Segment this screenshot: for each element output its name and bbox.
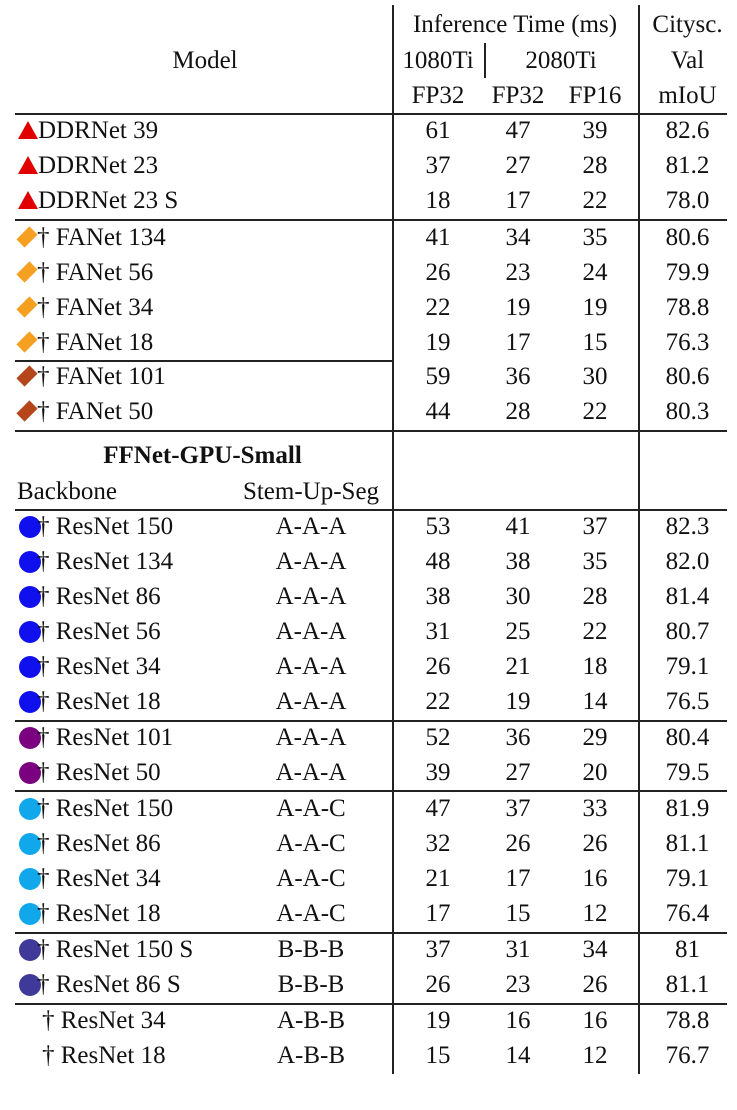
value-t1080: 17 [425,900,451,927]
value-t2080fp16: 19 [582,294,608,321]
value-miou: 76.5 [665,688,710,715]
value-miou: 79.5 [665,759,710,786]
value-t2080fp32: 31 [505,936,531,963]
value-t1080: 19 [425,329,451,356]
value-t1080: 19 [425,1007,451,1034]
value-t2080fp32: 14 [505,1042,531,1069]
value-miou: 78.8 [665,1007,710,1034]
value-t2080fp32: 17 [505,329,531,356]
stem-up-seg: A-A-C [276,795,346,822]
value-t2080fp32: 27 [505,152,531,179]
model-name: † ResNet 18 [37,900,161,927]
value-t2080fp16: 30 [582,363,608,390]
rule-vertical-gpu [484,43,486,78]
stem-up-seg: A-A-A [275,759,347,786]
value-t1080: 39 [425,759,451,786]
value-miou: 78.8 [665,294,710,321]
header-fp32-1080: FP32 [411,82,465,109]
model-name: † ResNet 150 [37,795,174,822]
model-name: † ResNet 150 S [37,936,194,963]
stem-up-seg: A-A-C [276,865,346,892]
model-name: † FANet 34 [37,294,154,321]
value-t2080fp16: 28 [582,152,608,179]
value-t1080: 32 [425,830,451,857]
value-t2080fp32: 36 [505,724,531,751]
value-miou: 80.6 [665,363,710,390]
model-name: † ResNet 101 [37,724,174,751]
value-t2080fp16: 16 [582,1007,608,1034]
rule-section2-header [15,509,727,511]
value-t2080fp16: 18 [582,653,608,680]
stem-up-seg: A-A-A [275,513,347,540]
model-name: DDRNet 39 [38,117,159,144]
section-title: FFNet-GPU-Small [103,442,302,469]
rule-group-resnet-blue [15,720,727,722]
value-t2080fp16: 22 [582,398,608,425]
diamond-marker-icon [16,331,37,352]
value-miou: 82.6 [665,117,710,144]
value-t2080fp32: 34 [505,224,531,251]
value-t2080fp16: 14 [582,688,608,715]
value-t2080fp16: 37 [582,513,608,540]
value-t2080fp32: 25 [505,618,531,645]
value-t2080fp32: 38 [505,548,531,575]
stem-up-seg: A-A-A [275,724,347,751]
value-t1080: 52 [425,724,451,751]
value-miou: 80.6 [665,224,710,251]
value-t2080fp16: 24 [582,259,608,286]
value-miou: 82.0 [665,548,710,575]
value-miou: 79.9 [665,259,710,286]
value-miou: 81.1 [665,830,710,857]
rule-vertical-miou [638,5,640,1074]
value-t1080: 18 [425,187,451,214]
model-name: † FANet 134 [37,224,166,251]
diamond-marker-icon [16,261,37,282]
value-t1080: 47 [425,795,451,822]
value-t2080fp16: 28 [582,583,608,610]
value-t2080fp32: 27 [505,759,531,786]
value-miou: 80.3 [665,398,710,425]
value-t1080: 21 [425,865,451,892]
model-name: † ResNet 56 [37,618,161,645]
value-miou: 81.4 [665,583,710,610]
value-t2080fp16: 12 [582,1042,608,1069]
value-miou: 76.4 [665,900,710,927]
diamond-marker-icon [16,296,37,317]
header-val: Val [670,47,705,74]
value-miou: 81 [675,936,700,963]
rule-section-fanet [15,430,727,432]
value-t1080: 22 [425,688,451,715]
header-citysc: Citysc. [652,11,723,38]
rule-group-fanet-partial [15,360,392,362]
model-name: † ResNet 18 [42,1042,166,1069]
value-miou: 81.2 [665,152,710,179]
value-t2080fp16: 34 [582,936,608,963]
header-inference-time: Inference Time (ms) [412,11,618,38]
model-name: † FANet 50 [37,398,154,425]
diamond-marker-icon [16,400,37,421]
value-miou: 80.7 [665,618,710,645]
value-t1080: 44 [425,398,451,425]
value-miou: 81.9 [665,795,710,822]
value-miou: 78.0 [665,187,710,214]
header-backbone: Backbone [17,478,117,505]
value-t2080fp16: 12 [582,900,608,927]
value-t1080: 41 [425,224,451,251]
value-t1080: 26 [425,653,451,680]
stem-up-seg: A-A-A [275,583,347,610]
model-name: DDRNet 23 [38,152,159,179]
value-t1080: 61 [425,117,451,144]
value-t1080: 59 [425,363,451,390]
diamond-marker-icon [16,365,37,386]
value-t2080fp32: 41 [505,513,531,540]
model-name: † ResNet 86 S [37,971,181,998]
stem-up-seg: B-B-B [277,936,345,963]
value-t2080fp32: 19 [505,294,531,321]
value-t2080fp32: 30 [505,583,531,610]
header-miou: mIoU [658,82,717,109]
value-miou: 76.7 [665,1042,710,1069]
header-fp32-2080: FP32 [491,82,545,109]
rule-group-ddrnet [15,219,727,221]
value-t2080fp32: 17 [505,865,531,892]
rule-group-resnet-indigo [15,1003,727,1005]
value-t2080fp32: 37 [505,795,531,822]
value-miou: 81.1 [665,971,710,998]
stem-up-seg: A-A-C [276,900,346,927]
value-miou: 79.1 [665,865,710,892]
value-t2080fp32: 26 [505,830,531,857]
model-name: † FANet 18 [37,329,154,356]
value-t2080fp16: 15 [582,329,608,356]
rule-header-bottom [15,113,727,115]
value-t1080: 37 [425,152,451,179]
stem-up-seg: A-B-B [276,1042,346,1069]
value-t2080fp32: 23 [505,259,531,286]
model-name: † ResNet 34 [37,653,161,680]
model-name: DDRNet 23 S [38,187,179,214]
header-stem-up-seg: Stem-Up-Seg [242,478,380,505]
model-name: † FANet 56 [37,259,154,286]
value-t2080fp16: 26 [582,830,608,857]
rule-group-resnet-purple [15,790,727,792]
rule-vertical-model [392,5,394,1074]
value-miou: 79.1 [665,653,710,680]
value-t2080fp32: 17 [505,187,531,214]
value-miou: 76.3 [665,329,710,356]
model-name: † ResNet 34 [37,865,161,892]
value-t1080: 26 [425,259,451,286]
model-name: † ResNet 150 [37,513,174,540]
model-name: † ResNet 134 [37,548,174,575]
value-t2080fp16: 29 [582,724,608,751]
header-model: Model [172,47,238,74]
value-t2080fp32: 16 [505,1007,531,1034]
header-gpu-2080: 2080Ti [525,47,597,74]
stem-up-seg: B-B-B [277,971,345,998]
value-t2080fp16: 22 [582,618,608,645]
model-name: † ResNet 18 [37,688,161,715]
value-t2080fp16: 35 [582,224,608,251]
value-t2080fp32: 19 [505,688,531,715]
stem-up-seg: A-A-A [275,548,347,575]
value-t2080fp32: 21 [505,653,531,680]
value-t1080: 26 [425,971,451,998]
model-name: † ResNet 86 [37,583,161,610]
stem-up-seg: A-B-B [276,1007,346,1034]
triangle-marker-icon [18,191,38,209]
header-fp16-2080: FP16 [568,82,622,109]
value-t1080: 37 [425,936,451,963]
stem-up-seg: A-A-A [275,618,347,645]
value-t1080: 31 [425,618,451,645]
stem-up-seg: A-A-A [275,688,347,715]
rule-group-resnet-cyan [15,932,727,934]
value-t2080fp16: 39 [582,117,608,144]
value-t1080: 48 [425,548,451,575]
value-t2080fp32: 36 [505,363,531,390]
value-t2080fp16: 33 [582,795,608,822]
value-t2080fp16: 35 [582,548,608,575]
model-name: † ResNet 86 [37,830,161,857]
stem-up-seg: A-A-C [276,830,346,857]
model-name: † ResNet 50 [37,759,161,786]
model-name: † ResNet 34 [42,1007,166,1034]
model-name: † FANet 101 [37,363,166,390]
header-gpu-1080: 1080Ti [402,47,474,74]
value-t2080fp32: 15 [505,900,531,927]
value-t2080fp32: 28 [505,398,531,425]
value-t2080fp16: 22 [582,187,608,214]
value-t2080fp16: 16 [582,865,608,892]
value-t2080fp32: 47 [505,117,531,144]
value-miou: 80.4 [665,724,710,751]
value-t1080: 53 [425,513,451,540]
value-t1080: 38 [425,583,451,610]
diamond-marker-icon [16,226,37,247]
value-t2080fp16: 26 [582,971,608,998]
triangle-marker-icon [18,156,38,174]
value-t1080: 22 [425,294,451,321]
value-t2080fp32: 23 [505,971,531,998]
value-t1080: 15 [425,1042,451,1069]
value-miou: 82.3 [665,513,710,540]
triangle-marker-icon [18,121,38,139]
stem-up-seg: A-A-A [275,653,347,680]
value-t2080fp16: 20 [582,759,608,786]
